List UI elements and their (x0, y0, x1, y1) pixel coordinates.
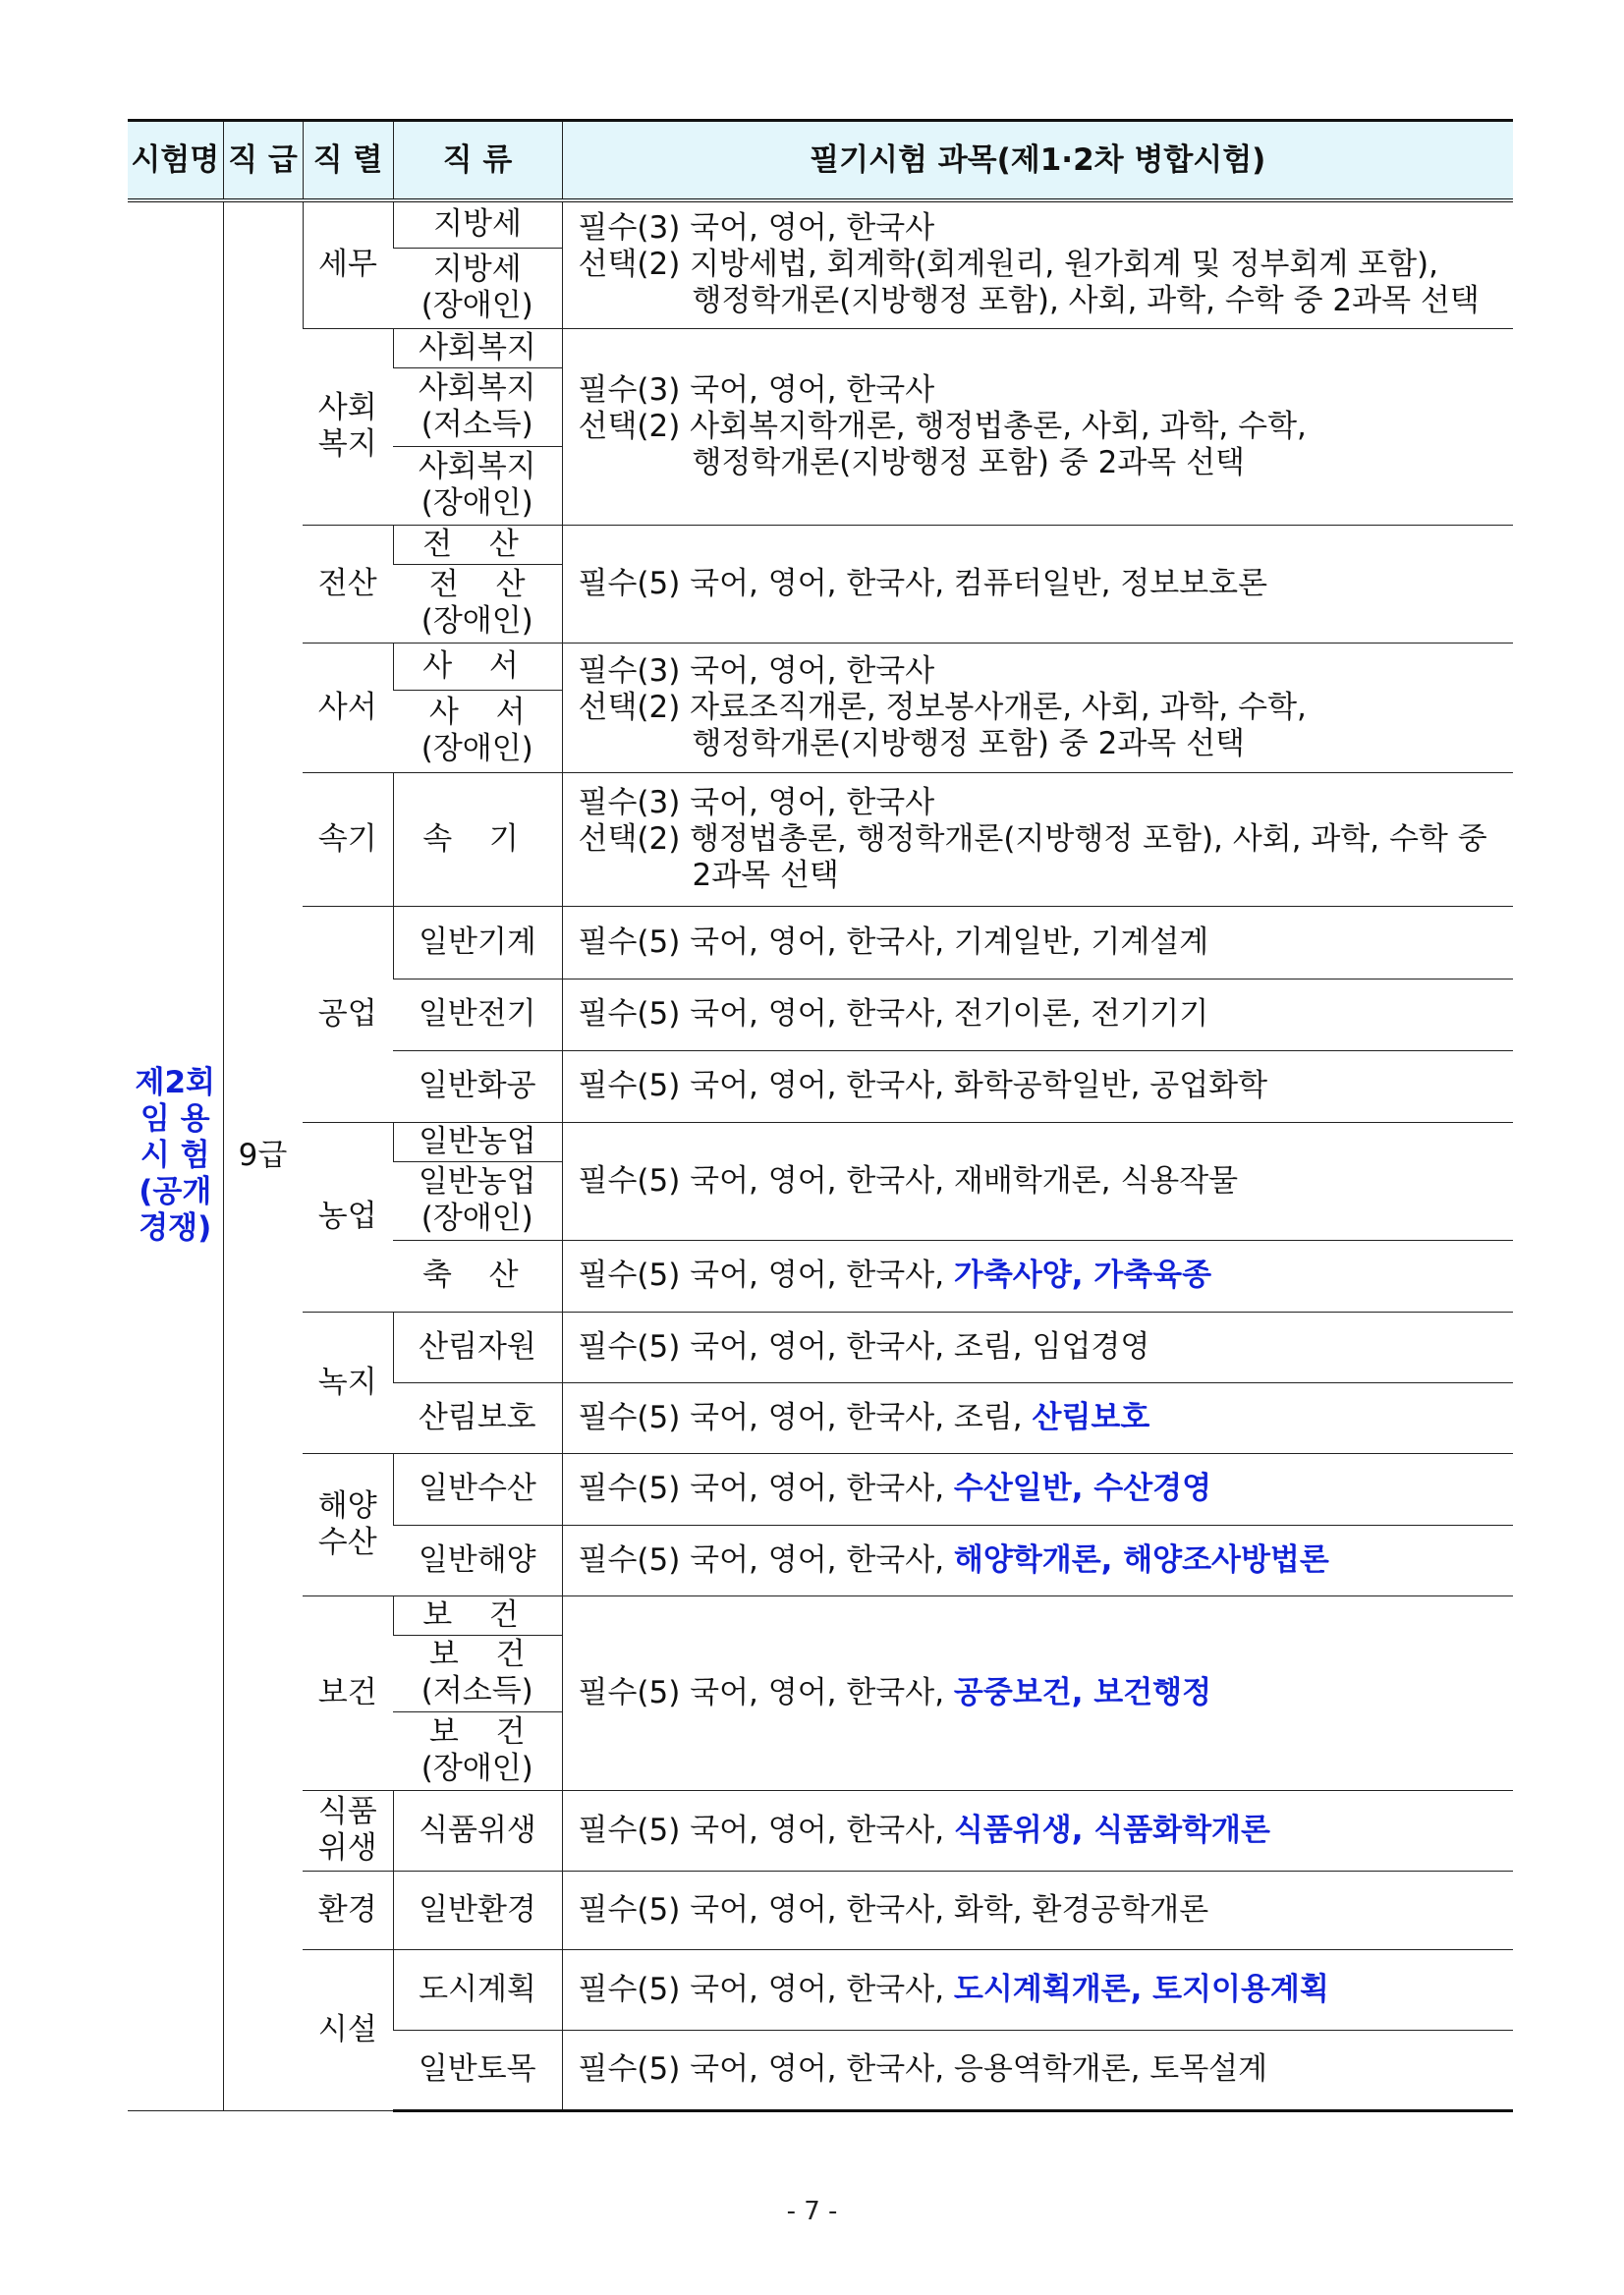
class-cell: 일반전기 (393, 979, 562, 1050)
class-cell: 전 산 (393, 525, 562, 564)
class-cell: 사 서 (393, 643, 562, 690)
series-line: 수산 (317, 1524, 377, 1560)
class-cell: 일반토목 (393, 2030, 562, 2110)
header-series: 직 렬 (303, 121, 393, 201)
subject-line: 필수(3) 국어, 영어, 한국사 (578, 210, 935, 247)
table-row (128, 643, 1513, 690)
series-line: 위생 (317, 1830, 377, 1866)
subject-line: 행정학개론(지방행정 포함) 중 2과목 선택 (692, 444, 1245, 480)
class-line: 사회복지 (418, 370, 536, 406)
series-cell (303, 1453, 393, 1595)
series-cell: 농업 (303, 1122, 393, 1312)
series-cell: 공업 (303, 906, 393, 1122)
class-cell (393, 446, 562, 525)
subjects-cell: 필수(5) 국어, 영어, 한국사, 화학, 환경공학개론 (562, 1871, 1513, 1949)
class-cell: 일반화공 (393, 1050, 562, 1122)
class-line: (장애인) (420, 485, 533, 521)
class-cell: 식품위생 (393, 1790, 562, 1871)
class-line: (저소득) (420, 407, 533, 442)
class-cell: 일반환경 (393, 1871, 562, 1949)
subjects-cell: 필수(5) 국어, 영어, 한국사, 기계일반, 기계설계 (562, 906, 1513, 979)
series-cell: 사서 (303, 643, 393, 772)
class-line: (장애인) (420, 1751, 533, 1786)
class-line: (장애인) (420, 1201, 533, 1236)
header-class: 직 류 (393, 121, 562, 201)
table-row (128, 1790, 1513, 1871)
class-line: 일반농업 (418, 1164, 536, 1200)
series-line: 식품 (317, 1794, 377, 1829)
class-cell (393, 367, 562, 446)
series-cell: 녹지 (303, 1312, 393, 1453)
series-line: 복지 (317, 426, 377, 462)
subjects-cell: 필수(5) 국어, 영어, 한국사, 전기이론, 전기기기 (562, 979, 1513, 1050)
series-line: 사회 (317, 390, 377, 425)
subjects-cell: 필수(5) 국어, 영어, 한국사, 조림, 임업경영 (562, 1312, 1513, 1382)
subjects-cell (562, 200, 1513, 328)
subject-highlight: 공중보건, 보건행정 (953, 1674, 1212, 1710)
class-line: 보 건 (428, 1714, 539, 1750)
subjects-cell (562, 1790, 1513, 1871)
series-cell: 속기 (303, 772, 393, 906)
class-cell: 일반기계 (393, 906, 562, 979)
subjects-cell (562, 328, 1513, 525)
table-body (128, 200, 1513, 2110)
class-cell: 산림보호 (393, 1382, 562, 1453)
grade-cell: 9급 (223, 200, 303, 2110)
header-subjects: 필기시험 과목(제1·2차 병합시험) (562, 121, 1513, 201)
table-row (128, 525, 1513, 564)
subjects-cell (562, 643, 1513, 772)
exam-name-line: (공개 (139, 1174, 212, 1210)
table-row (128, 328, 1513, 367)
subject-line: 선택(2) 지방세법, 회계학(회계원리, 원가회계 및 정부회계 포함), (578, 247, 1438, 283)
series-cell (303, 328, 393, 525)
series-cell: 시설 (303, 1949, 393, 2110)
class-line: (저소득) (420, 1673, 533, 1708)
class-cell (393, 248, 562, 328)
class-cell: 지방세 (393, 200, 562, 248)
class-cell (393, 564, 562, 643)
table-row (128, 1949, 1513, 2030)
table-row (128, 906, 1513, 979)
class-line: 사 서 (428, 695, 539, 730)
class-line: (장애인) (420, 603, 533, 639)
series-line: 해양 (317, 1487, 377, 1524)
table-row (128, 1122, 1513, 1161)
subject-text: 필수(5) 국어, 영어, 한국사, (578, 1258, 954, 1293)
series-cell: 전산 (303, 525, 393, 643)
series-cell: 세무 (303, 200, 393, 328)
table-row (128, 1595, 1513, 1635)
subject-text: 필수(5) 국어, 영어, 한국사, (578, 1471, 954, 1506)
exam-name-line: 경쟁) (139, 1210, 212, 1247)
class-cell (393, 1161, 562, 1240)
class-cell: 보 건 (393, 1595, 562, 1635)
subject-highlight: 가축사양, 가축육종 (953, 1258, 1212, 1293)
subject-highlight: 산림보호 (1032, 1399, 1150, 1435)
class-cell: 산림자원 (393, 1312, 562, 1382)
subject-line: 필수(3) 국어, 영어, 한국사 (578, 784, 935, 820)
subject-text: 필수(5) 국어, 영어, 한국사, (578, 1674, 954, 1710)
subject-line: 선택(2) 사회복지학개론, 행정법총론, 사회, 과학, 수학, (578, 408, 1307, 444)
series-cell (303, 1790, 393, 1871)
subject-highlight: 수산일반, 수산경영 (953, 1471, 1212, 1506)
class-cell: 일반농업 (393, 1122, 562, 1161)
subjects-cell (562, 1525, 1513, 1595)
class-line: (장애인) (420, 288, 533, 323)
table-row (128, 1453, 1513, 1525)
class-cell: 일반해양 (393, 1525, 562, 1595)
subjects-cell (562, 1382, 1513, 1453)
subject-line: 필수(5) 국어, 영어, 한국사, 컴퓨터일반, 정보보호론 (578, 565, 1268, 601)
class-line: 사회복지 (418, 449, 536, 484)
table-row (128, 1312, 1513, 1382)
subjects-cell (562, 1453, 1513, 1525)
class-line: 보 건 (428, 1637, 539, 1672)
class-line: (장애인) (420, 731, 533, 766)
exam-name-line: 시 험 (140, 1138, 210, 1174)
subject-line: 선택(2) 자료조직개론, 정보봉사개론, 사회, 과학, 수학, (578, 689, 1307, 725)
class-line: 지방세 (432, 252, 522, 287)
header-exam-name: 시험명 (128, 121, 223, 201)
subject-text: 필수(5) 국어, 영어, 한국사, (578, 1971, 954, 2007)
table-row (128, 200, 1513, 248)
subject-line: 필수(3) 국어, 영어, 한국사 (578, 652, 935, 689)
series-cell: 환경 (303, 1871, 393, 1949)
subject-text: 필수(5) 국어, 영어, 한국사, (578, 1812, 954, 1848)
class-cell (393, 690, 562, 772)
subject-text: 필수(5) 국어, 영어, 한국사, (578, 1541, 954, 1578)
subjects-cell (562, 1595, 1513, 1790)
subject-text: 필수(5) 국어, 영어, 한국사, 조림, (578, 1399, 1033, 1435)
class-cell: 일반수산 (393, 1453, 562, 1525)
subject-line: 2과목 선택 (692, 857, 839, 893)
subjects-cell: 필수(5) 국어, 영어, 한국사, 재배학개론, 식용작물 (562, 1122, 1513, 1240)
class-cell (393, 1635, 562, 1711)
class-line: 전 산 (428, 567, 539, 602)
subject-highlight: 해양학개론, 해양조사방법론 (953, 1541, 1329, 1578)
subjects-cell (562, 772, 1513, 906)
subject-line: 필수(3) 국어, 영어, 한국사 (578, 371, 935, 408)
class-cell: 속 기 (393, 772, 562, 906)
class-cell: 축 산 (393, 1240, 562, 1312)
exam-name-cell (128, 200, 223, 2110)
subjects-cell (562, 525, 1513, 643)
header-row (128, 121, 1513, 201)
subject-highlight: 도시계획개론, 토지이용계획 (953, 1971, 1329, 2007)
subjects-cell (562, 1949, 1513, 2030)
exam-name-line: 임 용 (140, 1101, 210, 1138)
class-cell: 사회복지 (393, 328, 562, 367)
table-row (128, 772, 1513, 906)
exam-subjects-table (128, 119, 1513, 2112)
subject-line: 행정학개론(지방행정 포함), 사회, 과학, 수학 중 2과목 선택 (692, 283, 1480, 319)
series-cell: 보건 (303, 1595, 393, 1790)
class-cell: 도시계획 (393, 1949, 562, 2030)
subject-line: 행정학개론(지방행정 포함) 중 2과목 선택 (692, 725, 1245, 761)
table-row (128, 1871, 1513, 1949)
subject-line: 선택(2) 행정법총론, 행정학개론(지방행정 포함), 사회, 과학, 수학 중 (578, 820, 1487, 857)
subjects-cell: 필수(5) 국어, 영어, 한국사, 응용역학개론, 토목설계 (562, 2030, 1513, 2110)
page-number: - 7 - (786, 2197, 838, 2226)
subjects-cell: 필수(5) 국어, 영어, 한국사, 화학공학일반, 공업화학 (562, 1050, 1513, 1122)
subjects-cell (562, 1240, 1513, 1312)
subject-highlight: 식품위생, 식품화학개론 (953, 1812, 1270, 1848)
header-grade: 직 급 (223, 121, 303, 201)
exam-name-line: 제2회 (135, 1065, 215, 1101)
class-cell (393, 1711, 562, 1790)
